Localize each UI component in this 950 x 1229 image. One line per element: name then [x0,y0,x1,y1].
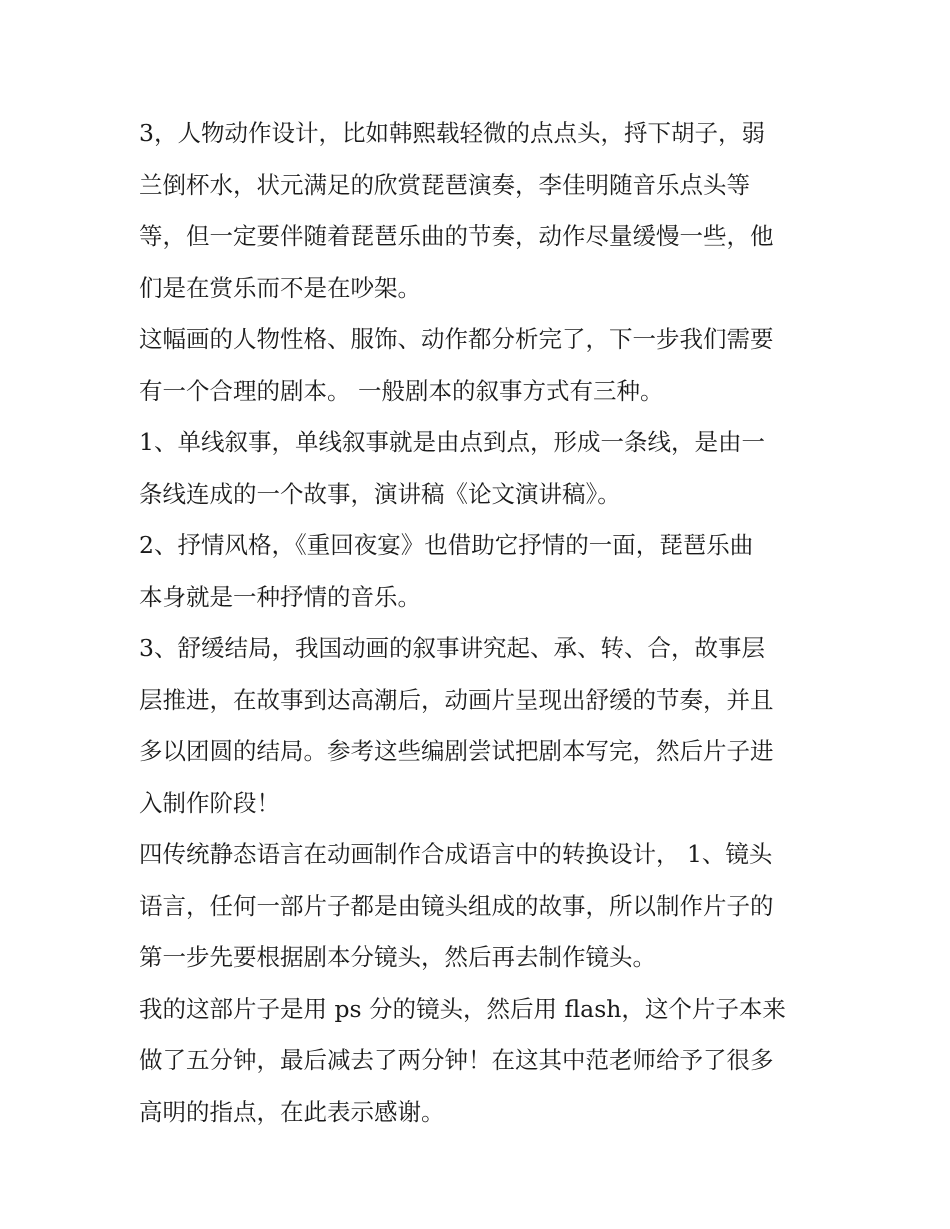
text-line: 等，但一定要伴随着琵琶乐曲的节奏，动作尽量缓慢一些，他 [139,222,774,250]
text-line: 做了五分钟，最后减去了两分钟！在这其中范老师给予了很多 [139,1046,774,1074]
text-line: 3、舒缓结局，我国动画的叙事讲究起、承、转、合，故事层 [139,634,765,662]
text-line: 3，人物动作设计，比如韩熙载轻微的点点头，捋下胡子，弱 [139,119,765,147]
text-line: 本身就是一种抒情的音乐。 [139,582,421,611]
text-line: 有一个合理的剧本。 一般剧本的叙事方式有三种。 [139,376,664,405]
text-line: 1、单线叙事，单线叙事就是由点到点，形成一条线，是由一 [139,428,765,456]
text-line: 四传统静态语言在动画制作合成语言中的转换设计， 1、镜头 [139,840,773,868]
text-line: 多以团圆的结局。参考这些编剧尝试把剧本写完，然后片子进 [139,737,774,765]
text-line: 层推进，在故事到达高潮后，动画片呈现出舒缓的节奏，并且 [139,685,774,714]
text-line: 我的这部片子是用 ps 分的镜头，然后用 flash，这个片子本来 [139,994,786,1023]
document-body [139,108,819,1138]
text-line: 2、抒情风格，《重回夜宴》也借助它抒情的一面，琵琶乐曲 [139,531,754,559]
text-line: 条线连成的一个故事，演讲稿《论文演讲稿》。 [139,479,621,508]
text-line: 高明的指点，在此表示感谢。 [139,1097,445,1126]
text-line: 这幅画的人物性格、服饰、动作都分析完了，下一步我们需要 [139,325,774,353]
text-line: 语言，任何一部片子都是由镜头组成的故事，所以制作片子的 [139,891,774,920]
text-line: 兰倒杯水，状元满足的欣赏琵琶演奏，李佳明随音乐点头等 [139,170,750,199]
text-line: 第一步先要根据剧本分镜头，然后再去制作镜头。 [139,943,656,971]
text-line: 们是在赏乐而不是在吵架。 [139,273,421,302]
text-line: 入制作阶段！ [139,788,280,817]
